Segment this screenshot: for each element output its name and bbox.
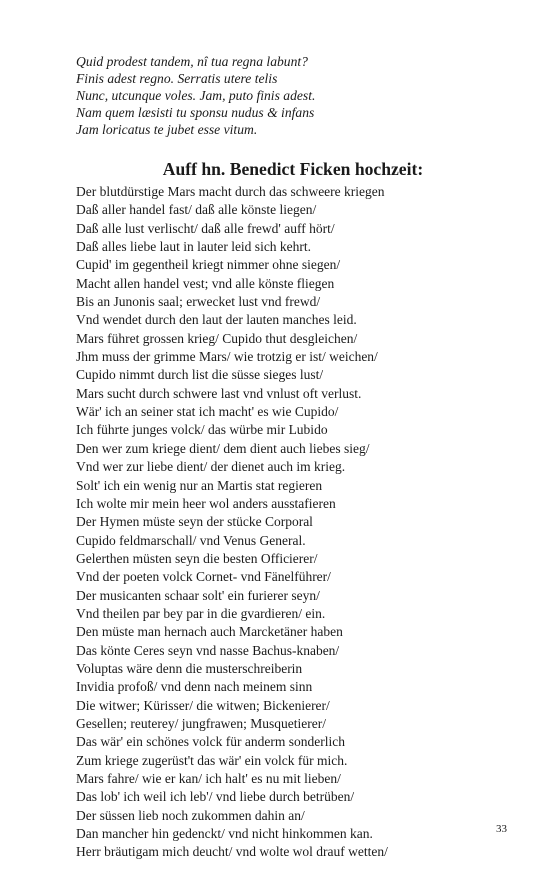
poem-line: Herr bräutigam mich deucht/ vnd wolte wol drauf wetten/ [76,844,388,860]
poem-line: Den müste man hernach auch Marcketäner haben [76,624,343,640]
poem-line: Das lob' ich weil ich leb'/ vnd liebe durch betrüben/ [76,789,355,805]
poem-line: Gesellen; reuterey/ jungfrawen; Musquetierer/ [76,715,327,731]
poem-line: Cupido feldmarschall/ vnd Venus General. [76,532,306,548]
latin-verse-line: Nam quem læsisti tu sponsu nudus & infans [76,105,315,121]
poem-line: Das könte Ceres seyn vnd nasse Bachus-knaben/ [76,642,340,658]
poem-line: Mars fahre/ wie er kan/ ich halt' es nu mit lieben/ [76,771,341,786]
poem-line: Daß alles liebe laut in lauter leid sich kehrt. [76,239,312,255]
poem-line: Die witwer; Kürisser/ die witwen; Bickenierer/ [76,697,330,713]
poem-line: Mars führet grossen krieg/ Cupido thut desgleichen/ [76,330,358,346]
poem-line: Der Hymen müste seyn der stücke Corporal [76,514,313,530]
poem-line: Vnd theilen par bey par in die gvardieren/ ein. [76,605,326,621]
poem-line: Wär' ich an seiner stat ich macht' es wie Cupido/ [76,404,339,420]
poem-line: Den wer zum kriege dient/ dem dient auch liebes sieg/ [76,440,370,456]
poem-line: Daß alle lust verlischt/ daß alle frewd' auff hört/ [76,220,335,236]
poem-heading: Auff hn. Benedict Ficken hochzeit: [162,159,424,179]
poem-line: Zum kriege zugerüst't das wär' ein volck für mich. [76,752,348,768]
poem-line: Das wär' ein schönes volck für anderm sonderlich [76,734,345,750]
poem-line: Gelerthen müsten seyn die besten Officierer/ [76,550,318,566]
poem-line: Der musicanten schaar solt' ein furierer seyn/ [76,587,320,603]
poem-line: Vnd wer zur liebe dient/ der dienet auch im krieg. [76,459,346,475]
poem-body [76,183,496,862]
poem-line: Invidia profoß/ vnd denn nach meinem sinn [76,679,313,695]
poem-line: Daß aller handel fast/ daß alle könste liegen/ [76,202,317,218]
latin-verse-line: Finis adest regno. Serratis utere telis [76,71,278,87]
page-number: 33 [496,823,507,835]
latin-verse-block [76,53,496,138]
poem-line: Jhm muss der grimme Mars/ wie trotzig er ist/ weichen/ [76,349,378,365]
poem-line: Macht allen handel vest; vnd alle könste fliegen [76,275,335,291]
latin-verse-line: Jam loricatus te jubet esse vitum. [76,122,258,138]
poem-line: Voluptas wäre denn die musterschreiberin [76,660,303,676]
poem-line: Solt' ich ein wenig nur an Martis stat regieren [76,477,323,493]
poem-line: Cupido nimmt durch list die süsse sieges lust/ [76,367,324,383]
latin-verse-line: Quid prodest tandem, nî tua regna labunt? [76,54,308,69]
poem-line: Dan mancher hin gedenckt/ vnd nicht hinkommen kan. [76,826,373,842]
latin-verse-line: Nunc, utcunque voles. Jam, puto finis adest. [76,88,316,104]
poem-line: Ich wolte mir mein heer wol anders ausstafieren [76,495,336,511]
poem-line: Vnd wendet durch den laut der lauten manches leid. [76,312,357,328]
poem-line: Der blutdürstige Mars macht durch das schweere kriegen [76,184,385,199]
poem-line: Der süssen lieb noch zukommen dahin an/ [76,807,305,823]
poem-line: Bis an Junonis saal; erwecket lust vnd frewd/ [76,294,321,310]
poem-line: Cupid' im gegentheil kriegt nimmer ohne siegen/ [76,257,341,273]
poem-line: Ich führte junges volck/ das würbe mir Lubido [76,422,328,438]
poem-line: Vnd der poeten volck Cornet- vnd Fänelführer/ [76,569,331,585]
poem-line: Mars sucht durch schwere last vnd vnlust oft verlust. [76,385,362,401]
